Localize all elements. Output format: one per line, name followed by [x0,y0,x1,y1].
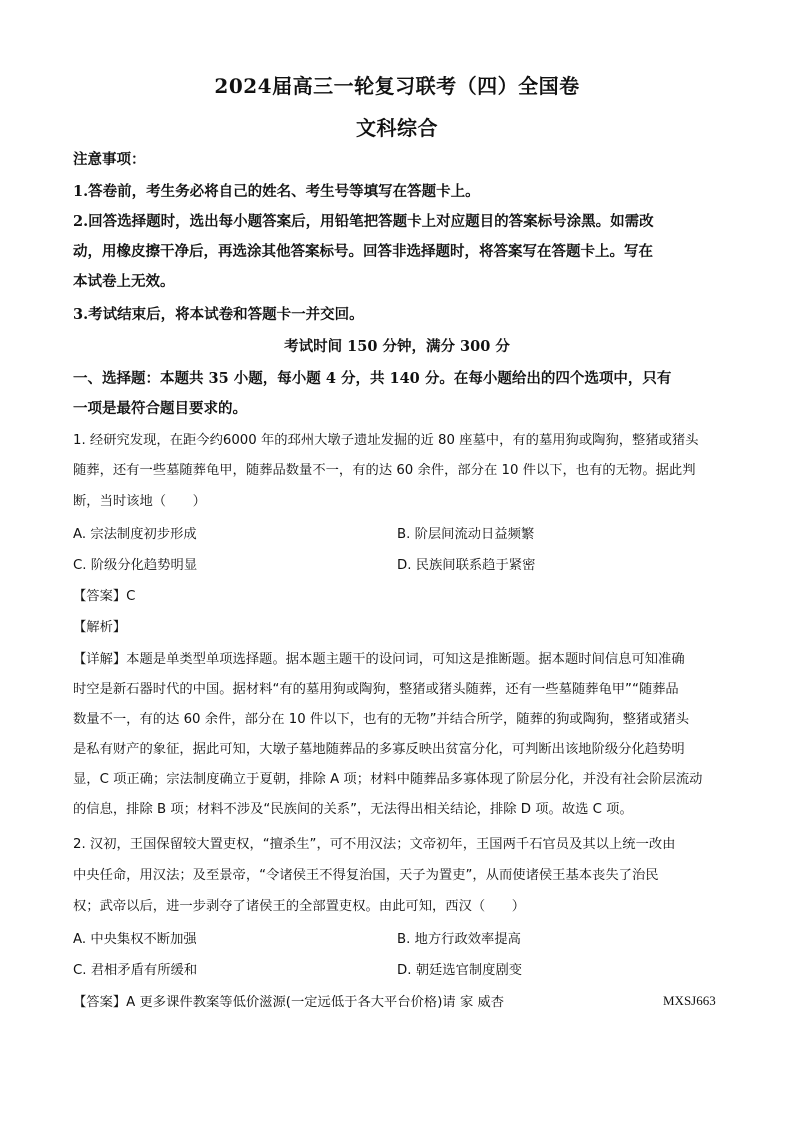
question-1-option-b: B. 阶层间流动日益频繁 [397,527,535,542]
question-1-detail-line-3: 数量不一，有的达 60 余件，部分在 10 件以下，也有的无物”并结合所学，随葬的狗或陶狗，整猪或猪头 [73,712,690,727]
notice-item-2-line-2: 动，用橡皮擦干净后，再选涂其他答案标号。回答非选择题时，将答案写在答题卡上。写在 [73,243,653,260]
section-1-instruction-line-1: 一、选择题：本题共 35 小题，每小题 4 分，共 140 分。在每小题给出的四个选项中，只有 [73,370,672,387]
notice-heading: 注意事项： [73,151,146,168]
document-code: MXSJ663 [663,993,716,1008]
question-1-detail-line-5: 显，C 项正确；宗法制度确立于夏朝，排除 A 项；材料中随葬品多寡体现了阶层分化，并没有社会阶层流动 [73,772,703,787]
question-1-line-1: 1. 经研究发现，在距今约6000 年的邳州大墩子遗址发掘的近 80 座墓中，有的墓用狗或陶狗，整猪或猪头 [73,433,699,448]
notice-item-2-line-1: 2.回答选择题时，选出每小题答案后，用铅笔把答题卡上对应题目的答案标号涂黑。如需改 [73,213,654,230]
question-1-option-d: D. 民族间联系趋于紧密 [397,558,536,573]
question-1-analysis-label: 【解析】 [73,620,127,635]
section-1-instruction-line-2: 一项是最符合题目要求的。 [73,400,247,417]
question-2-answer: 【答案】A 更多课件教案等低价滋源(一定远低于各大平台价格)请 家 威杏 [73,995,505,1010]
question-1-line-2: 随葬，还有一些墓随葬龟甲，随葬品数量不一，有的达 60 余件，部分在 10 件以下，也有的无物。据此判 [73,463,696,478]
notice-item-1: 1.答卷前，考生务必将自己的姓名、考生号等填写在答题卡上。 [73,183,480,200]
question-1-option-a: A. 宗法制度初步形成 [73,527,197,542]
exam-subtitle: 文科综合 [356,116,438,140]
exam-title: 2024届高三一轮复习联考（四）全国卷 [214,74,580,98]
question-2-line-2: 中央任命，用汉法；及至景帝，“令诸侯王不得复治国，天子为置吏”，从而使诸侯王基本丧失了治民 [73,868,659,883]
question-1-option-c: C. 阶级分化趋势明显 [73,558,198,573]
question-2-option-c: C. 君相矛盾有所缓和 [73,963,198,978]
question-1-answer: 【答案】C [73,589,136,604]
exam-time: 考试时间 150 分钟，满分 300 分 [284,338,510,355]
question-1-detail-line-1: 【详解】本题是单类型单项选择题。据本题主题干的设问词，可知这是推断题。据本题时间信息可知准确 [73,652,685,667]
question-1-detail-line-4: 是私有财产的象征，据此可知，大墩子墓地随葬品的多寡反映出贫富分化，可判断出该地阶级分化趋势明 [73,742,685,757]
question-2-option-d: D. 朝廷选官制度剧变 [397,963,523,978]
question-1-line-3: 断，当时该地（ ） [73,494,206,509]
question-1-detail-line-2: 时空是新石器时代的中国。据材料“有的墓用狗或陶狗，整猪或猪头随葬，还有一些墓随葬龟甲”“随葬品 [73,682,679,697]
notice-item-2-line-3: 本试卷上无效。 [73,273,175,290]
question-2-option-b: B. 地方行政效率提高 [397,932,521,947]
question-2-option-a: A. 中央集权不断加强 [73,932,197,947]
question-2-line-3: 权；武帝以后，进一步剥夺了诸侯王的全部置吏权。由此可知，西汉（ ） [73,899,526,914]
notice-item-3: 3.考试结束后，将本试卷和答题卡一并交回。 [73,306,364,323]
question-2-line-1: 2. 汉初，王国保留较大置吏权，“擅杀生”，可不用汉法；文帝初年，王国两千石官员及其以上统一改由 [73,837,676,852]
question-1-detail-line-6: 的信息，排除 B 项；材料不涉及“民族间的关系”，无法得出相关结论，排除 D 项。故选 C 项。 [73,802,633,817]
